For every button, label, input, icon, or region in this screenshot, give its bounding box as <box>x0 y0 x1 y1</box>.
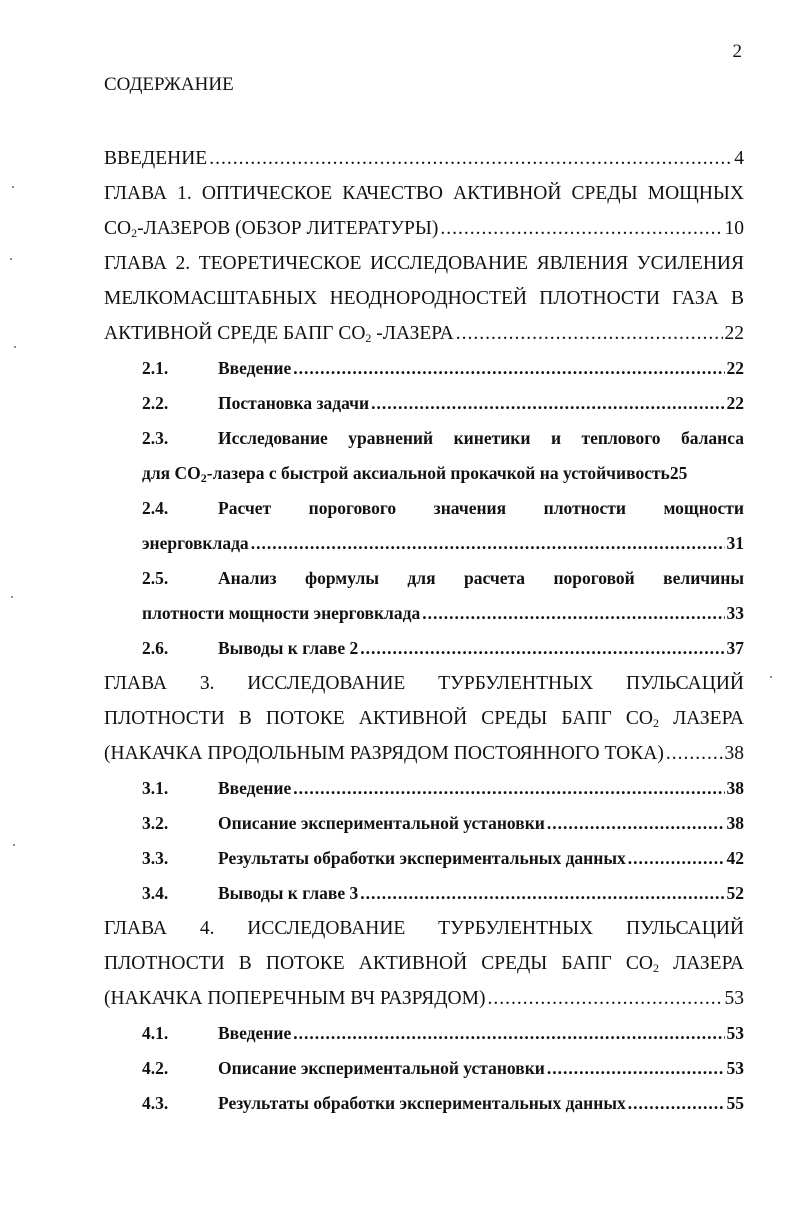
entry-page: 22 <box>726 358 744 378</box>
section-title: Выводы к главе 2 <box>218 638 359 658</box>
section-number: 4.3. <box>142 1093 169 1113</box>
section-title: Постановка задачи <box>218 393 370 413</box>
entry-page: 55 <box>726 1093 744 1113</box>
scan-speck <box>10 258 12 260</box>
leader-dots <box>251 526 725 561</box>
section-2-3[interactable] <box>104 421 744 456</box>
entry-page: 25 <box>669 463 688 483</box>
entry-page: 38 <box>726 813 744 833</box>
entry-page: 53 <box>726 1058 744 1078</box>
section-title-line: плотности мощности энерговклада <box>142 603 421 623</box>
entry-page: 53 <box>726 1023 744 1043</box>
leader-dots <box>422 596 724 631</box>
section-title: Описание экспериментальной установки <box>218 813 545 833</box>
leader-dots <box>293 771 724 806</box>
leader-dots <box>293 351 724 386</box>
toc-heading: СОДЕРЖАНИЕ <box>104 74 234 95</box>
leader-dots <box>456 316 723 351</box>
leader-dots <box>666 736 723 771</box>
section-title: Выводы к главе 3 <box>218 883 359 903</box>
entry-page: 10 <box>724 218 744 239</box>
entry-page: 31 <box>726 533 744 553</box>
entry-page: 22 <box>724 323 744 344</box>
leader-dots <box>371 386 724 421</box>
chapter-3-title-end[interactable] <box>104 736 744 771</box>
section-3-3[interactable] <box>104 841 744 876</box>
scan-speck <box>11 596 13 598</box>
entry-title: ВВЕДЕНИЕ <box>104 148 208 169</box>
scan-speck <box>13 844 15 846</box>
entry-page: 53 <box>724 988 744 1009</box>
section-3-4[interactable] <box>104 876 744 911</box>
page-number: 2 <box>732 41 742 62</box>
leader-dots <box>628 841 725 876</box>
entry-page: 4 <box>734 148 744 169</box>
section-number: 3.4. <box>142 883 169 903</box>
section-number: 4.1. <box>142 1023 169 1043</box>
section-title: Введение <box>218 358 292 378</box>
entry-title: АКТИВНОЙ СРЕДЕ БАПГ $CO_2$ -ЛАЗЕРА <box>104 323 454 345</box>
leader-dots <box>360 876 724 911</box>
section-number: 2.1. <box>142 358 169 378</box>
chapter-3-title-line[interactable]: ПЛОТНОСТИ В ПОТОКЕ АКТИВНОЙ СРЕДЫ БАПГ $CO_2$ ЛАЗЕРА <box>104 708 744 730</box>
scan-speck <box>770 676 772 678</box>
section-title-line: Исследование уравнений кинетики и теплового баланса <box>218 428 744 448</box>
entry-page: 42 <box>726 848 744 868</box>
leader-dots <box>440 211 722 246</box>
chapter-4-title-end[interactable] <box>104 981 744 1016</box>
leader-dots <box>547 1051 725 1086</box>
section-number: 2.4. <box>142 498 169 518</box>
chapter-2-title-line[interactable]: МЕЛКОМАСШТАБНЫХ НЕОДНОРОДНОСТЕЙ ПЛОТНОСТИ ГАЗА В <box>104 288 744 309</box>
scan-speck <box>12 186 14 188</box>
section-title-line: для $CO_2$-лазера с быстрой аксиальной прокачкой на устойчивость <box>142 463 670 485</box>
chapter-3-title-line[interactable]: ГЛАВА 3. ИССЛЕДОВАНИЕ ТУРБУЛЕНТНЫХ ПУЛЬСАЦИЙ <box>104 673 744 694</box>
section-2-3-end[interactable] <box>104 456 744 491</box>
section-number: 3.2. <box>142 813 169 833</box>
leader-dots <box>487 981 722 1016</box>
section-2-6[interactable] <box>104 631 744 666</box>
section-title: Результаты обработки экспериментальных данных <box>218 848 626 868</box>
chapter-1-title-end[interactable] <box>104 211 744 246</box>
entry-page: 33 <box>726 603 744 623</box>
section-number: 4.2. <box>142 1058 169 1078</box>
entry-page: 38 <box>726 778 744 798</box>
section-2-4[interactable] <box>104 491 744 526</box>
entry-page: 37 <box>726 638 744 658</box>
section-title-line: Расчет порогового значения плотности мощности <box>218 498 744 518</box>
leader-dots <box>360 631 724 666</box>
leader-dots <box>628 1086 725 1121</box>
section-number: 3.3. <box>142 848 169 868</box>
section-number: 3.1. <box>142 778 169 798</box>
scan-speck <box>14 346 16 348</box>
section-4-1[interactable] <box>104 1016 744 1051</box>
entry-page: 38 <box>724 743 744 764</box>
section-number: 2.5. <box>142 568 169 588</box>
section-number: 2.6. <box>142 638 169 658</box>
section-title: Результаты обработки экспериментальных данных <box>218 1093 626 1113</box>
section-2-2[interactable] <box>104 386 744 421</box>
leader-dots <box>209 141 732 176</box>
section-2-5[interactable] <box>104 561 744 596</box>
section-number: 2.2. <box>142 393 169 413</box>
section-title-line: Анализ формулы для расчета пороговой величины <box>218 568 744 588</box>
section-2-5-end[interactable] <box>104 596 744 631</box>
leader-dots <box>547 806 725 841</box>
table-of-contents <box>104 141 744 1121</box>
entry-title: (НАКАЧКА ПРОДОЛЬНЫМ РАЗРЯДОМ ПОСТОЯННОГО ТОКА) <box>104 743 664 764</box>
chapter-2-title-line[interactable]: ГЛАВА 2. ТЕОРЕТИЧЕСКОЕ ИССЛЕДОВАНИЕ ЯВЛЕНИЯ УСИЛЕНИЯ <box>104 253 744 274</box>
section-title: Введение <box>218 778 292 798</box>
entry-title: (НАКАЧКА ПОПЕРЕЧНЫМ ВЧ РАЗРЯДОМ) <box>104 988 486 1009</box>
chapter-1-title-line[interactable]: ГЛАВА 1. ОПТИЧЕСКОЕ КАЧЕСТВО АКТИВНОЙ СРЕДЫ МОЩНЫХ <box>104 183 744 204</box>
section-number: 2.3. <box>142 428 169 448</box>
section-4-2[interactable] <box>104 1051 744 1086</box>
section-3-1[interactable] <box>104 771 744 806</box>
chapter-4-title-line[interactable]: ПЛОТНОСТИ В ПОТОКЕ АКТИВНОЙ СРЕДЫ БАПГ $CO_2$ ЛАЗЕРА <box>104 953 744 975</box>
entry-page: 52 <box>726 883 744 903</box>
section-title: Введение <box>218 1023 292 1043</box>
section-title-line: энерговклада <box>142 533 249 553</box>
leader-dots <box>293 1016 724 1051</box>
section-title: Описание экспериментальной установки <box>218 1058 545 1078</box>
section-2-1[interactable] <box>104 351 744 386</box>
toc-entry-intro[interactable] <box>104 141 744 176</box>
chapter-2-title-end[interactable] <box>104 316 744 351</box>
section-4-3[interactable] <box>104 1086 744 1121</box>
entry-title: $CO_2$-ЛАЗЕРОВ (ОБЗОР ЛИТЕРАТУРЫ) <box>104 218 439 240</box>
section-2-4-end[interactable] <box>104 526 744 561</box>
entry-page: 22 <box>726 393 744 413</box>
chapter-4-title-line[interactable]: ГЛАВА 4. ИССЛЕДОВАНИЕ ТУРБУЛЕНТНЫХ ПУЛЬСАЦИЙ <box>104 918 744 939</box>
section-3-2[interactable] <box>104 806 744 841</box>
